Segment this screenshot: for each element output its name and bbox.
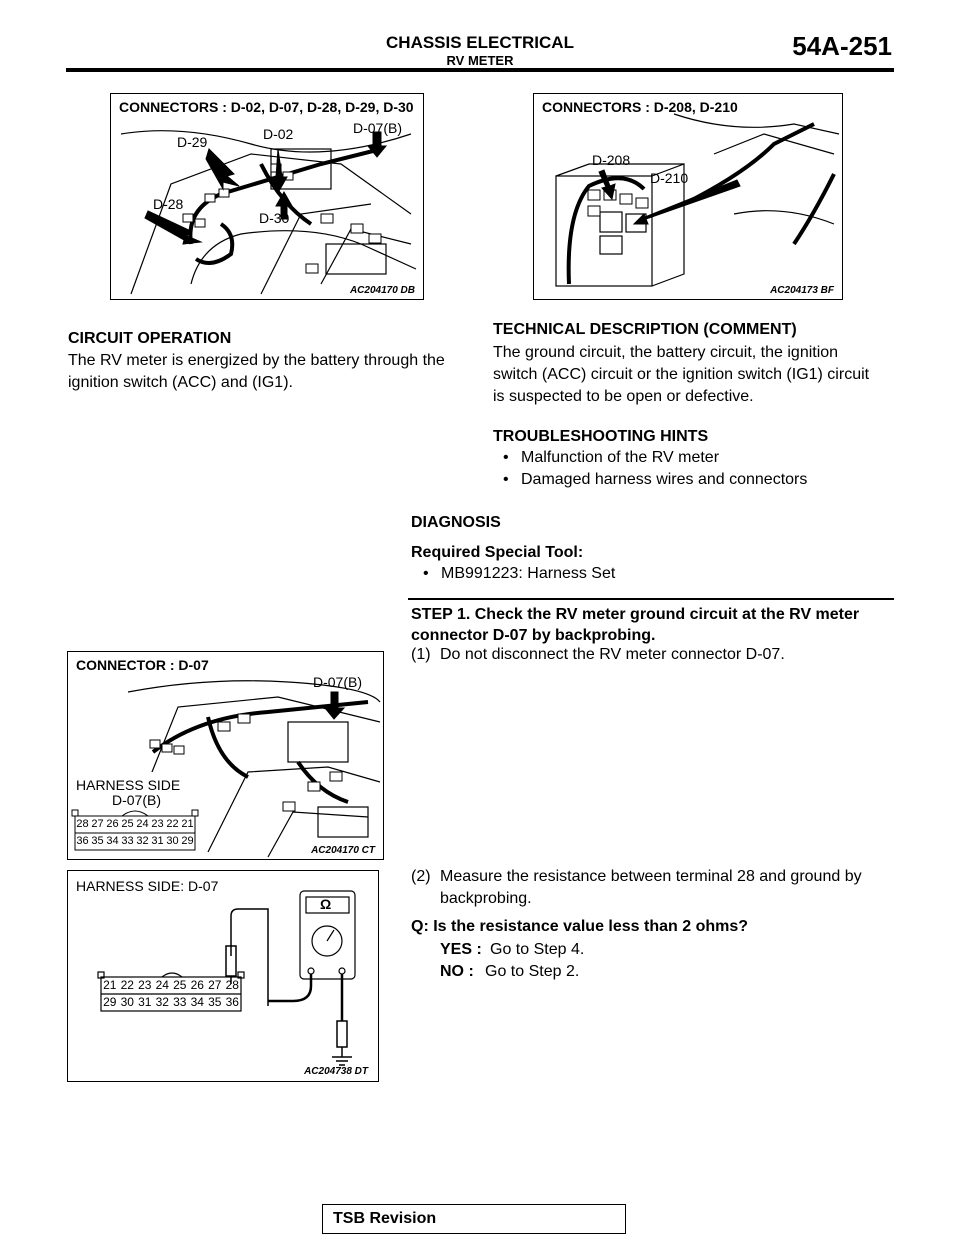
circuit-operation-line-1: The RV meter is energized by the battery through the xyxy=(68,352,445,369)
figure-title: HARNESS SIDE: D-07 xyxy=(76,878,219,894)
terminal: 28 xyxy=(225,978,239,992)
answer-no xyxy=(440,961,579,983)
ohmmeter-illustration xyxy=(68,871,378,1081)
terminal: 28 xyxy=(76,818,89,830)
technical-description-heading: TECHNICAL DESCRIPTION (COMMENT) xyxy=(493,321,797,338)
label-d02: D-02 xyxy=(263,126,294,142)
troubleshooting-list xyxy=(503,447,807,491)
step1-sub1-number: (1) xyxy=(411,646,431,663)
step1-sub2-number: (2) xyxy=(411,868,431,885)
terminal: 21 xyxy=(181,818,194,830)
terminal: 29 xyxy=(103,995,117,1009)
answer-yes xyxy=(440,939,584,961)
step1-question: Q: Is the resistance value less than 2 ohms? xyxy=(411,918,749,935)
terminal: 27 xyxy=(208,978,222,992)
terminal: 30 xyxy=(166,835,179,847)
special-tool-list xyxy=(423,563,615,585)
resistance-measurement-figure xyxy=(67,870,379,1082)
label-d30: D-30 xyxy=(259,210,290,226)
terminal: 23 xyxy=(138,978,152,992)
terminal: 36 xyxy=(76,835,89,847)
figure-code: AC204738 DT xyxy=(304,1066,368,1077)
ohm-symbol: Ω xyxy=(320,896,332,912)
terminal: 34 xyxy=(190,995,204,1009)
step1-sub2-line-1: Measure the resistance between terminal 28 and ground by xyxy=(440,868,862,885)
terminal-row-top xyxy=(75,816,195,833)
label-d07b: D-07(B) xyxy=(313,674,363,690)
terminal: 21 xyxy=(103,978,117,992)
terminal: 34 xyxy=(106,835,119,847)
special-tool-heading: Required Special Tool: xyxy=(411,544,584,561)
terminal: 25 xyxy=(173,978,187,992)
figure-code: AC204173 BF xyxy=(770,285,834,296)
step1-heading-line-1: STEP 1. Check the RV meter ground circuit at the RV meter xyxy=(411,606,860,623)
terminal: 36 xyxy=(225,995,239,1009)
terminal: 22 xyxy=(166,818,179,830)
terminal: 32 xyxy=(155,995,169,1009)
connector-location-figure-1 xyxy=(110,93,424,300)
step-rule xyxy=(408,598,894,600)
troubleshooting-heading: TROUBLESHOOTING HINTS xyxy=(493,428,709,445)
label-d210: D-210 xyxy=(650,170,689,186)
terminal: 27 xyxy=(91,818,104,830)
figure-title: CONNECTORS : D-208, D-210 xyxy=(542,99,738,115)
circuit-operation-line-2: ignition switch (ACC) and (IG1). xyxy=(68,374,293,391)
terminal-row-bottom xyxy=(75,833,195,850)
terminal: 22 xyxy=(120,978,134,992)
terminal-row-top xyxy=(101,977,241,994)
connector-location-figure-3 xyxy=(67,651,384,860)
terminal: 35 xyxy=(91,835,104,847)
terminal: 24 xyxy=(155,978,169,992)
figure-code: AC204170 DB xyxy=(349,285,415,296)
list-item: • MB991223: Harness Set xyxy=(423,563,615,585)
junction-block-illustration xyxy=(534,94,842,299)
step1-heading-line-2: connector D-07 by backprobing. xyxy=(411,627,656,644)
tsb-revision-label: TSB Revision xyxy=(333,1210,437,1227)
label-d28: D-28 xyxy=(153,196,184,212)
harness-side-label: HARNESS SIDE xyxy=(76,777,181,793)
terminal: 35 xyxy=(208,995,222,1009)
yes-label: YES : xyxy=(440,941,482,958)
section-title: CHASSIS ELECTRICAL xyxy=(386,33,574,52)
terminal: 23 xyxy=(151,818,164,830)
figure-code: AC204170 CT xyxy=(311,845,375,856)
label-d208: D-208 xyxy=(592,152,631,168)
label-d29: D-29 xyxy=(177,134,208,150)
tsb-revision-box xyxy=(322,1204,626,1234)
terminal: 33 xyxy=(173,995,187,1009)
header-rule xyxy=(66,68,894,72)
connector-location-figure-2 xyxy=(533,93,843,300)
circuit-operation-heading: CIRCUIT OPERATION xyxy=(68,330,232,347)
list-item: • Malfunction of the RV meter xyxy=(503,447,807,469)
terminal: 32 xyxy=(136,835,149,847)
yes-text: Go to Step 4. xyxy=(490,941,585,958)
step1-sub2-line-2: backprobing. xyxy=(440,890,532,907)
step1-sub1-text: Do not disconnect the RV meter connector D-07. xyxy=(440,646,785,663)
figure-title: CONNECTOR : D-07 xyxy=(76,657,209,673)
harness-connector-label: D-07(B) xyxy=(112,792,162,808)
terminal: 25 xyxy=(121,818,134,830)
no-label: NO : xyxy=(440,963,474,980)
list-item: • Damaged harness wires and connectors xyxy=(503,469,807,491)
page-number: 54A-251 xyxy=(792,31,892,61)
terminal-row-bottom xyxy=(101,994,241,1011)
diagnosis-heading: DIAGNOSIS xyxy=(411,514,501,531)
terminal: 26 xyxy=(106,818,119,830)
technical-description-line-2: switch (ACC) circuit or the ignition switch (IG1) circuit xyxy=(493,366,870,383)
terminal: 31 xyxy=(151,835,164,847)
terminal: 26 xyxy=(190,978,204,992)
no-text: Go to Step 2. xyxy=(485,963,580,980)
figure-title: CONNECTORS : D-02, D-07, D-28, D-29, D-30 xyxy=(119,99,414,115)
terminal: 24 xyxy=(136,818,149,830)
technical-description-line-1: The ground circuit, the battery circuit, the ignition xyxy=(493,344,839,361)
terminal: 30 xyxy=(120,995,134,1009)
technical-description-line-3: is suspected to be open or defective. xyxy=(493,388,754,405)
terminal: 29 xyxy=(181,835,194,847)
label-d07b: D-07(B) xyxy=(353,120,403,136)
terminal: 33 xyxy=(121,835,134,847)
subsection-title: RV METER xyxy=(446,53,514,68)
terminal: 31 xyxy=(138,995,152,1009)
